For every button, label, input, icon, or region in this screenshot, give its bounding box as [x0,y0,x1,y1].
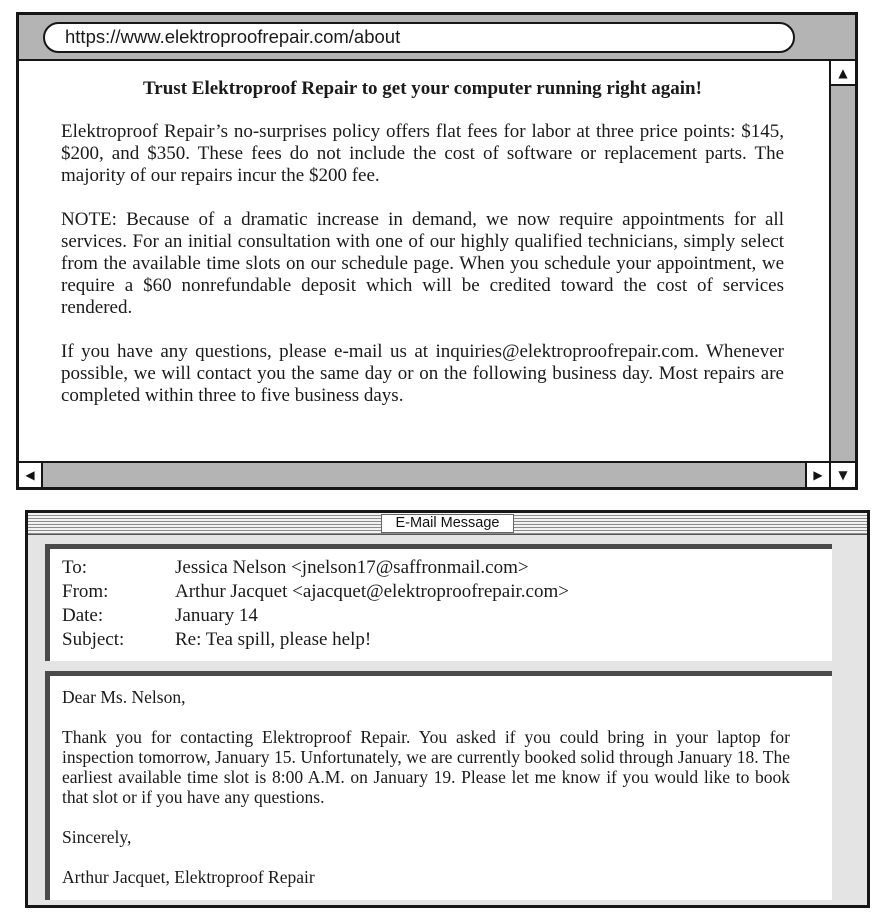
scroll-right-button[interactable] [805,463,829,487]
from-value: Arthur Jacquet <ajacquet@elektroproofrepair.com> [175,581,569,602]
browser-toolbar [19,15,855,61]
browser-window [16,12,858,490]
email-signature: Arthur Jacquet, Elektroproof Repair [62,867,315,887]
email-closing: Sincerely, [62,827,132,847]
down-arrow-icon: ▼ [838,468,848,482]
webpage-paragraph-fees: Elektroproof Repair’s no-surprises policy offers flat fees for labor at three price points: $145, $200, and $350. These fees do not include the cost of software or replacement parts. The majority of our repairs incur the $200 fee. [61,121,784,186]
left-arrow-icon: ◀ [25,468,35,482]
webpage-paragraph-contact: If you have any questions, please e-mail us at inquiries@elektroproofrepair.com. Whenever possible, we will contact you the same day or on the following business day. Most repairs are completed within three to five business days. [61,341,784,406]
to-value: Jessica Nelson <jnelson17@saffronmail.com> [175,557,529,578]
to-label: To: [62,557,88,578]
email-header-date [62,604,822,628]
from-label: From: [62,581,109,602]
webpage-paragraph-note: NOTE: Because of a dramatic increase in demand, we now require appointments for all services. For an initial consultation with one of our highly qualified technicians, simply select from the available time slots on our schedule page. When you schedule your appointment, we require a $60 nonrefundable deposit which will be credited toward the cost of services rendered. [61,209,784,318]
email-salutation: Dear Ms. Nelson, [62,687,186,707]
subject-label: Subject: [62,629,125,650]
up-arrow-icon: ▲ [838,65,848,80]
vertical-scroll-track[interactable] [831,86,855,461]
email-header-subject [62,628,822,652]
email-paragraph: Thank you for contacting Elektroproof Repair. You asked if you could bring in your laptop for inspection tomorrow, January 15. Unfortunately, we are currently booked solid through January 18. The earliest available time slot is 8:00 A.M. on January 19. Please let me know if you would like to book that slot or if you have any questions. [62,727,790,807]
page-title: Trust Elektroproof Repair to get your computer running right again! [143,78,702,99]
horizontal-scroll-track[interactable] [43,463,805,487]
vertical-scrollbar[interactable] [829,61,855,461]
email-titlebar[interactable] [28,513,867,535]
date-label: Date: [62,605,104,626]
scroll-left-button[interactable] [19,463,43,487]
right-arrow-icon: ▶ [813,468,823,482]
email-window [25,510,870,908]
scroll-down-button[interactable] [829,463,855,487]
date-value: January 14 [175,605,258,626]
email-window-title: E-Mail Message [381,514,515,534]
address-bar[interactable] [43,22,795,53]
email-header-from [62,580,822,604]
url-text: https://www.elektroproofrepair.com/about [65,26,401,47]
subject-value: Re: Tea spill, please help! [175,629,372,650]
webpage-content [19,61,829,461]
email-header-to [62,556,822,580]
email-header-panel [45,544,832,661]
email-body-panel [45,671,832,900]
scroll-up-button[interactable] [831,61,855,86]
